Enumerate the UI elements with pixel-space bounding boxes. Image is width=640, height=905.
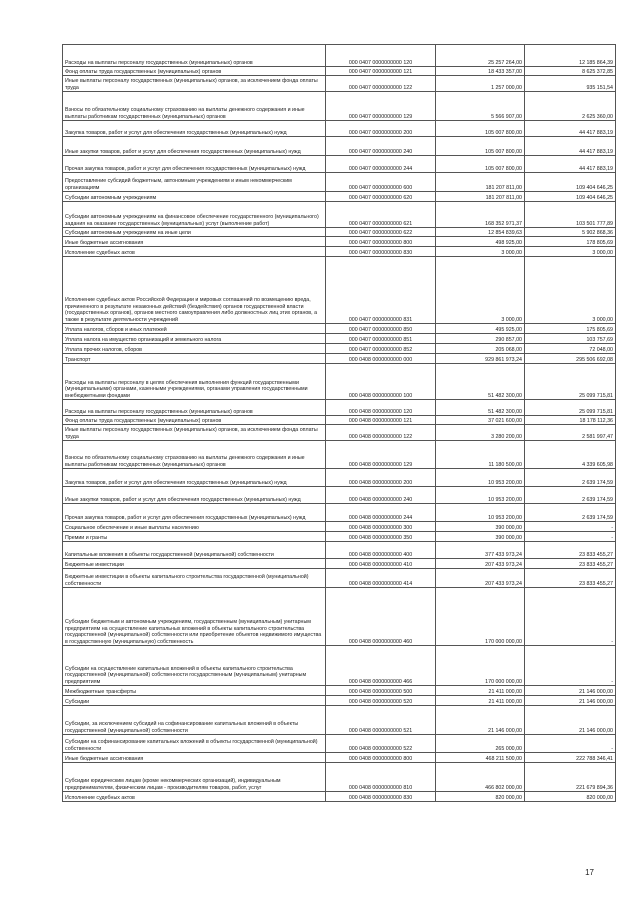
row-approved-value-cell: 498 925,00 [436,237,525,247]
row-approved-value-cell: 466 802 000,00 [436,763,525,792]
row-code-cell: 000 0407 0000000000 620 [326,192,436,202]
table-row [63,441,616,469]
row-code-cell: 000 0408 0000000000 521 [326,706,436,735]
row-code-cell: 000 0408 0000000000 500 [326,686,436,696]
row-code-cell: 000 0408 0000000000 244 [326,504,436,522]
table-row [63,559,616,569]
row-approved-value-cell: 51 482 300,00 [436,400,525,416]
row-approved-value-cell: 105 007 800,00 [436,137,525,156]
row-executed-value-cell: 23 833 455,27 [525,569,616,588]
row-code-cell: 000 0408 0000000000 100 [326,364,436,400]
table-row [63,792,616,802]
row-executed-value-cell: 21 146 000,00 [525,706,616,735]
row-executed-value-cell: 178 805,69 [525,237,616,247]
row-executed-value-cell: 5 902 868,36 [525,228,616,237]
row-code-cell: 000 0407 0000000000 850 [326,324,436,334]
row-name-cell: Субсидии, за исключением субсидий на софинансирование капитальных вложений в объекты государственной (муниципальной) собственности [63,706,326,735]
row-approved-value-cell: 51 482 300,00 [436,364,525,400]
row-code-cell: 000 0408 0000000000 129 [326,441,436,469]
row-code-cell: 000 0407 0000000000 122 [326,76,436,92]
row-code-cell: 000 0407 0000000000 129 [326,92,436,121]
row-executed-value-cell: 44 417 883,19 [525,121,616,137]
row-name-cell: Прочая закупка товаров, работ и услуг для обеспечения государственных (муниципальных) нужд [63,156,326,173]
row-code-cell: 000 0407 0000000000 121 [326,67,436,76]
row-executed-value-cell: 103 501 777,89 [525,202,616,228]
table-row [63,416,616,425]
row-name-cell: Исполнение судебных актов [63,792,326,802]
row-executed-value-cell: - [525,735,616,753]
row-name-cell: Уплата прочих налогов, сборов [63,344,326,354]
table-row [63,354,616,364]
table-row [63,753,616,763]
row-executed-value-cell: 25 099 715,81 [525,400,616,416]
row-name-cell: Уплата налога на имущество организаций и земельного налога [63,334,326,344]
row-name-cell: Взносы по обязательному социальному страхованию на выплаты денежного содержания и иные выплаты работникам государственных (муниципальных) органов [63,92,326,121]
row-approved-value-cell: 1 257 000,00 [436,76,525,92]
row-executed-value-cell: 2 639 174,59 [525,469,616,487]
table-row [63,364,616,400]
row-name-cell: Закупка товаров, работ и услуг для обеспечения государственных (муниципальных) нужд [63,121,326,137]
table-row [63,324,616,334]
row-approved-value-cell: 377 433 973,24 [436,542,525,559]
row-executed-value-cell: 2 581 997,47 [525,425,616,441]
table-row [63,257,616,324]
row-approved-value-cell: 18 433 357,00 [436,67,525,76]
row-executed-value-cell: 2 625 360,00 [525,92,616,121]
row-approved-value-cell: 105 007 800,00 [436,156,525,173]
row-name-cell: Субсидии автономным учреждениям на иные цели [63,228,326,237]
row-code-cell: 000 0408 0000000000 830 [326,792,436,802]
row-code-cell: 000 0407 0000000000 120 [326,45,436,67]
row-approved-value-cell: 11 180 500,00 [436,441,525,469]
row-executed-value-cell: 3 000,00 [525,257,616,324]
row-code-cell: 000 0408 0000000000 460 [326,588,436,646]
row-approved-value-cell: 170 000 000,00 [436,646,525,686]
row-name-cell: Социальное обеспечение и иные выплаты населению [63,522,326,532]
row-code-cell: 000 0408 0000000000 414 [326,569,436,588]
row-approved-value-cell: 468 211 500,00 [436,753,525,763]
row-code-cell: 000 0408 0000000000 400 [326,542,436,559]
row-name-cell: Межбюджетные трансферты [63,686,326,696]
row-code-cell: 000 0407 0000000000 240 [326,137,436,156]
row-code-cell: 000 0407 0000000000 800 [326,237,436,247]
table-row [63,121,616,137]
row-code-cell: 000 0408 0000000000 520 [326,696,436,706]
row-name-cell: Иные бюджетные ассигнования [63,753,326,763]
row-code-cell: 000 0407 0000000000 852 [326,344,436,354]
row-name-cell: Расходы на выплаты персоналу в целях обеспечения выполнения функций государственными (муниципальными) органами, казенными учреждениями, органами управления государственными внебюджетными фондами [63,364,326,400]
row-executed-value-cell: 72 048,00 [525,344,616,354]
row-executed-value-cell: 18 178 112,36 [525,416,616,425]
row-approved-value-cell: 5 566 907,00 [436,92,525,121]
row-approved-value-cell: 21 146 000,00 [436,706,525,735]
table-row [63,569,616,588]
row-executed-value-cell: 820 000,00 [525,792,616,802]
row-name-cell: Иные выплаты персоналу государственных (муниципальных) органов, за исключением фонда оплаты труда [63,76,326,92]
table-row [63,247,616,257]
row-executed-value-cell: - [525,646,616,686]
table-row [63,137,616,156]
row-executed-value-cell: 23 833 455,27 [525,559,616,569]
row-name-cell: Расходы на выплаты персоналу государственных (муниципальных) органов [63,400,326,416]
budget-execution-table [62,44,616,802]
row-approved-value-cell: 265 000,00 [436,735,525,753]
table-row [63,542,616,559]
table-row [63,237,616,247]
row-executed-value-cell: 109 404 646,25 [525,173,616,192]
table-row [63,504,616,522]
row-approved-value-cell: 21 411 000,00 [436,696,525,706]
row-name-cell: Иные бюджетные ассигнования [63,237,326,247]
row-executed-value-cell: 2 639 174,59 [525,504,616,522]
table-row [63,156,616,173]
table-row [63,92,616,121]
row-approved-value-cell: 168 352 971,37 [436,202,525,228]
table-row [63,469,616,487]
row-name-cell: Исполнение судебных актов Российской Федерации и мировых соглашений по возмещению вреда, причиненного в результате незаконных действий (бездействия) органов государственной власти (государственных органов), органов местного самоуправления либо должностных лиц этих органов, а также в результате деятельности учреждений [63,257,326,324]
row-executed-value-cell: - [525,522,616,532]
row-approved-value-cell: 10 953 200,00 [436,504,525,522]
table-row [63,173,616,192]
row-executed-value-cell: - [525,532,616,542]
row-approved-value-cell: 37 021 600,00 [436,416,525,425]
row-code-cell: 000 0407 0000000000 600 [326,173,436,192]
row-name-cell: Бюджетные инвестиции [63,559,326,569]
table-row [63,344,616,354]
row-code-cell: 000 0408 0000000000 800 [326,753,436,763]
row-executed-value-cell: 221 679 894,36 [525,763,616,792]
row-code-cell: 000 0408 0000000000 300 [326,522,436,532]
row-code-cell: 000 0407 0000000000 831 [326,257,436,324]
row-executed-value-cell: 25 099 715,81 [525,364,616,400]
row-name-cell: Иные выплаты персоналу государственных (муниципальных) органов, за исключением фонда оплаты труда [63,425,326,441]
row-approved-value-cell: 207 433 973,24 [436,569,525,588]
table-row [63,202,616,228]
row-approved-value-cell: 105 007 800,00 [436,121,525,137]
row-code-cell: 000 0408 0000000000 120 [326,400,436,416]
row-executed-value-cell: 23 833 455,27 [525,542,616,559]
row-name-cell: Субсидии на осуществление капитальных вложений в объекты капитального строительства государственной (муниципальной) собственности государственным (муниципальным) унитарным предприятиям [63,646,326,686]
row-executed-value-cell: 295 506 692,08 [525,354,616,364]
row-code-cell: 000 0408 0000000000 466 [326,646,436,686]
table-row [63,588,616,646]
row-executed-value-cell: 44 417 883,19 [525,137,616,156]
row-name-cell: Субсидии бюджетным и автономным учреждениям, государственным (муниципальным) унитарным предприятиям на осуществление капитальных вложений в объекты капитального строительства государственной (муниципальной) собственности или приобретение объектов недвижимого имущества в государственную (муниципальную) собственность [63,588,326,646]
row-approved-value-cell: 21 411 000,00 [436,686,525,696]
row-approved-value-cell: 3 280 200,00 [436,425,525,441]
row-code-cell: 000 0408 0000000000 200 [326,469,436,487]
row-approved-value-cell: 495 925,00 [436,324,525,334]
row-name-cell: Прочая закупка товаров, работ и услуг для обеспечения государственных (муниципальных) нужд [63,504,326,522]
row-name-cell: Субсидии автономным учреждениям [63,192,326,202]
table-row [63,67,616,76]
row-executed-value-cell: 103 757,69 [525,334,616,344]
row-name-cell: Иные закупки товаров, работ и услуг для обеспечения государственных (муниципальных) нужд [63,137,326,156]
row-code-cell: 000 0407 0000000000 621 [326,202,436,228]
row-approved-value-cell: 181 207 811,00 [436,192,525,202]
row-executed-value-cell: 175 805,69 [525,324,616,334]
row-name-cell: Фонд оплаты труда государственных (муниципальных) органов [63,67,326,76]
row-name-cell: Субсидии на софинансирование капитальных вложений в объекты государственной (муниципальной) собственности [63,735,326,753]
row-approved-value-cell: 3 000,00 [436,247,525,257]
table-row [63,228,616,237]
row-approved-value-cell: 10 953 200,00 [436,487,525,504]
row-code-cell: 000 0407 0000000000 622 [326,228,436,237]
row-code-cell: 000 0408 0000000000 122 [326,425,436,441]
row-approved-value-cell: 12 854 839,63 [436,228,525,237]
row-approved-value-cell: 390 000,00 [436,532,525,542]
row-code-cell: 000 0408 0000000000 121 [326,416,436,425]
table-row [63,735,616,753]
row-code-cell: 000 0407 0000000000 851 [326,334,436,344]
table-row [63,522,616,532]
row-approved-value-cell: 820 000,00 [436,792,525,802]
row-name-cell: Капитальные вложения в объекты государственной (муниципальной) собственности [63,542,326,559]
row-executed-value-cell: 21 146 000,00 [525,696,616,706]
table-row [63,400,616,416]
row-executed-value-cell: - [525,588,616,646]
row-name-cell: Субсидии автономным учреждениям на финансовое обеспечение государственного (муниципального) задания на оказание государственных (муниципальных) услуг (выполнение работ) [63,202,326,228]
row-approved-value-cell: 181 207 811,00 [436,173,525,192]
table-row [63,696,616,706]
row-approved-value-cell: 207 433 973,24 [436,559,525,569]
row-executed-value-cell: 935 151,54 [525,76,616,92]
table-row [63,45,616,67]
row-name-cell: Субсидии [63,696,326,706]
row-executed-value-cell: 12 185 864,39 [525,45,616,67]
row-code-cell: 000 0408 0000000000 350 [326,532,436,542]
page-number: 17 [585,868,594,877]
row-code-cell: 000 0408 0000000000 810 [326,763,436,792]
row-name-cell: Закупка товаров, работ и услуг для обеспечения государственных (муниципальных) нужд [63,469,326,487]
table-row [63,763,616,792]
row-approved-value-cell: 170 000 000,00 [436,588,525,646]
row-name-cell: Иные закупки товаров, работ и услуг для обеспечения государственных (муниципальных) нужд [63,487,326,504]
row-executed-value-cell: 222 788 346,41 [525,753,616,763]
row-code-cell: 000 0407 0000000000 244 [326,156,436,173]
row-code-cell: 000 0408 0000000000 000 [326,354,436,364]
row-code-cell: 000 0408 0000000000 410 [326,559,436,569]
table-row [63,334,616,344]
row-executed-value-cell: 21 146 000,00 [525,686,616,696]
table-row [63,76,616,92]
row-code-cell: 000 0408 0000000000 522 [326,735,436,753]
row-code-cell: 000 0407 0000000000 830 [326,247,436,257]
row-code-cell: 000 0408 0000000000 240 [326,487,436,504]
table-row [63,706,616,735]
row-executed-value-cell: 3 000,00 [525,247,616,257]
table-row [63,532,616,542]
row-name-cell: Расходы на выплаты персоналу государственных (муниципальных) органов [63,45,326,67]
row-name-cell: Субсидии юридическим лицам (кроме некоммерческих организаций), индивидуальным предпринимателям, физическим лицам - производителям товаров, работ, услуг [63,763,326,792]
row-executed-value-cell: 2 639 174,59 [525,487,616,504]
row-executed-value-cell: 44 417 883,19 [525,156,616,173]
row-approved-value-cell: 390 000,00 [436,522,525,532]
row-approved-value-cell: 10 953 200,00 [436,469,525,487]
row-approved-value-cell: 25 257 264,00 [436,45,525,67]
row-approved-value-cell: 929 861 973,24 [436,354,525,364]
table-row [63,425,616,441]
row-name-cell: Уплата налогов, сборов и иных платежей [63,324,326,334]
row-name-cell: Бюджетные инвестиции в объекты капитального строительства государственной (муниципальной) собственности [63,569,326,588]
row-executed-value-cell: 8 625 372,85 [525,67,616,76]
row-name-cell: Транспорт [63,354,326,364]
row-executed-value-cell: 109 404 646,25 [525,192,616,202]
table-body [63,45,616,802]
table-row [63,686,616,696]
table-row [63,192,616,202]
row-name-cell: Взносы по обязательному социальному страхованию на выплаты денежного содержания и иные выплаты работникам государственных (муниципальных) органов [63,441,326,469]
table-row [63,646,616,686]
row-code-cell: 000 0407 0000000000 200 [326,121,436,137]
table-row [63,487,616,504]
row-approved-value-cell: 205 068,00 [436,344,525,354]
row-name-cell: Исполнение судебных актов [63,247,326,257]
row-name-cell: Фонд оплаты труда государственных (муниципальных) органов [63,416,326,425]
row-executed-value-cell: 4 339 605,98 [525,441,616,469]
row-name-cell: Предоставление субсидий бюджетным, автономным учреждениям и иным некоммерческим организациям [63,173,326,192]
row-name-cell: Премии и гранты [63,532,326,542]
row-approved-value-cell: 3 000,00 [436,257,525,324]
row-approved-value-cell: 290 857,00 [436,334,525,344]
